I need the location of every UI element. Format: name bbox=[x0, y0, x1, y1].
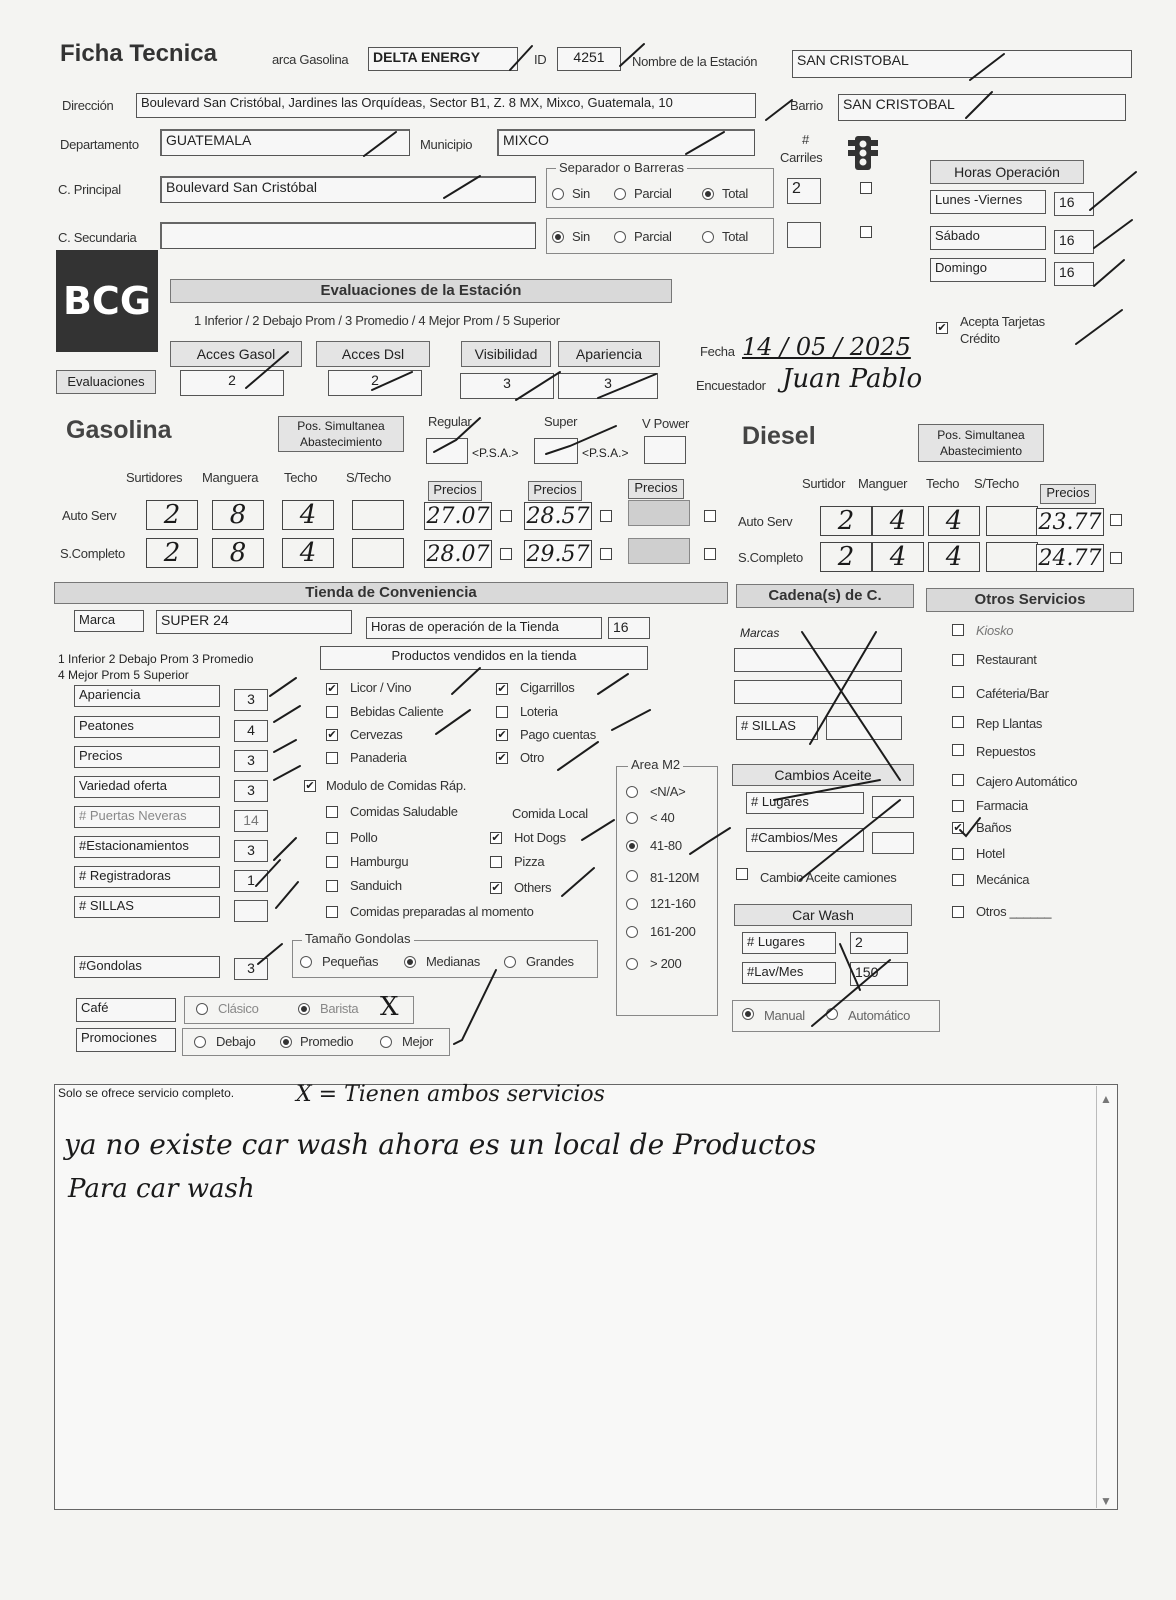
food-saludable-label: Comidas Saludable bbox=[350, 804, 458, 819]
gas-completo-label: S.Completo bbox=[60, 546, 125, 561]
otros-hotel-label: Hotel bbox=[976, 846, 1005, 861]
productos-title: Productos vendidos en la tienda bbox=[320, 646, 648, 670]
carriles-hash: # bbox=[802, 132, 809, 147]
area-na-label: <N/A> bbox=[650, 784, 686, 799]
diesel-auto-surtidor[interactable]: 2 bbox=[820, 506, 872, 536]
diesel-title: Diesel bbox=[742, 422, 816, 450]
food-pollo-label: Pollo bbox=[350, 830, 378, 845]
estacion-field[interactable]: SAN CRISTOBAL bbox=[792, 50, 1132, 78]
cafe-barista-label: Barista bbox=[320, 1001, 359, 1016]
encuestador-label: Encuestador bbox=[696, 378, 766, 393]
marca-field[interactable]: DELTA ENERGY bbox=[368, 47, 518, 71]
prod-otro-checkbox[interactable]: ✔ bbox=[497, 752, 507, 764]
metric-variedad-label: Variedad oferta bbox=[74, 776, 220, 798]
gas-auto-surtidores[interactable]: 2 bbox=[146, 500, 198, 530]
separador-label: Separador o Barreras bbox=[556, 160, 687, 175]
cadena-marca-1[interactable] bbox=[734, 648, 902, 672]
diesel-completo-techo[interactable]: 4 bbox=[928, 542, 980, 572]
cambios-aceite-title: Cambios Aceite bbox=[732, 764, 914, 786]
camiones-checkbox[interactable] bbox=[736, 868, 748, 880]
notes-hand-line-3: Para car wash bbox=[68, 1174, 255, 1204]
area-na-radio[interactable] bbox=[626, 786, 638, 798]
gondola-pequenas-radio[interactable] bbox=[300, 956, 312, 968]
diesel-auto-manguer[interactable]: 4 bbox=[872, 506, 924, 536]
otros-otros-label: Otros ______ bbox=[976, 904, 1052, 919]
encuestador-value[interactable]: Juan Pablo bbox=[782, 364, 923, 394]
metric-gondolas-label: #Gondolas bbox=[74, 956, 220, 978]
barrio-label: Barrio bbox=[790, 98, 823, 113]
carwash-lav-field[interactable]: 150 bbox=[850, 962, 908, 986]
metric-precios-value[interactable]: 3 bbox=[234, 750, 268, 772]
comida-local-label: Comida Local bbox=[512, 806, 588, 821]
area-gt200-radio[interactable] bbox=[626, 958, 638, 970]
area-121-160-radio[interactable] bbox=[626, 898, 638, 910]
id-field[interactable]: 4251 bbox=[557, 47, 621, 71]
metric-gondolas-value[interactable]: 3 bbox=[234, 958, 268, 980]
diesel-precios-label: Precios bbox=[1040, 484, 1096, 504]
tarjetas-label-2: Crédito bbox=[960, 331, 1000, 346]
col-surtidores: Surtidores bbox=[126, 470, 183, 485]
carriles-1-field[interactable]: 2 bbox=[787, 178, 821, 204]
otros-farmacia-label: Farmacia bbox=[976, 798, 1028, 813]
gas-auto-super-checkbox[interactable] bbox=[600, 510, 612, 522]
food-hotdogs-label: Hot Dogs bbox=[514, 830, 566, 845]
metric-estacionamientos-value[interactable]: 3 bbox=[234, 840, 268, 862]
otros-title: Otros Servicios bbox=[926, 588, 1134, 612]
otros-cafeteria-label: Caféteria/Bar bbox=[976, 686, 1049, 701]
precios-vpower-label: Precios bbox=[628, 479, 684, 499]
promo-mejor-label: Mejor bbox=[402, 1034, 434, 1049]
camiones-label: Cambio Aceite camiones bbox=[760, 870, 897, 885]
gasolina-pos-sim bbox=[278, 416, 404, 452]
municipio-label: Municipio bbox=[420, 137, 473, 152]
gas-auto-label: Auto Serv bbox=[62, 508, 117, 523]
gas-completo-precio-regular[interactable]: 28.07 bbox=[424, 540, 492, 568]
diesel-pos-sim bbox=[918, 424, 1044, 462]
tarjetas-checkbox[interactable]: ✔ bbox=[937, 322, 947, 334]
otros-repuestos-label: Repuestos bbox=[976, 744, 1036, 759]
scroll-up-icon[interactable]: ▲ bbox=[1100, 1092, 1112, 1106]
gas-completo-techo[interactable]: 4 bbox=[282, 538, 334, 568]
domingo-label: Domingo bbox=[930, 258, 1046, 282]
prod-cigarrillos-checkbox[interactable]: ✔ bbox=[497, 683, 507, 695]
eval-acces-dsl-label: Acces Dsl bbox=[316, 341, 430, 367]
departamento-label: Departamento bbox=[60, 137, 139, 152]
diesel-pos-sim-1: Pos. Simultanea bbox=[937, 428, 1025, 442]
sep1-total-label: Total bbox=[722, 186, 748, 201]
lunes-field[interactable]: 16 bbox=[1054, 192, 1094, 216]
c-principal-field[interactable]: Boulevard San Cristóbal bbox=[160, 176, 536, 203]
metric-puertas-label: # Puertas Neveras bbox=[74, 806, 220, 828]
sep1-total-radio[interactable] bbox=[702, 188, 714, 200]
cafe-clasico-label: Clásico bbox=[218, 1001, 259, 1016]
metric-sillas-label: # SILLAS bbox=[74, 896, 220, 918]
diesel-auto-techo[interactable]: 4 bbox=[928, 506, 980, 536]
c-principal-label: C. Principal bbox=[58, 182, 121, 197]
cambios-lugares-label: # Lugares bbox=[746, 792, 864, 814]
gas-auto-stecho[interactable] bbox=[352, 500, 404, 530]
metric-sillas-value[interactable] bbox=[234, 900, 268, 922]
otros-mecanica-checkbox[interactable] bbox=[952, 874, 964, 886]
metric-peatones-value[interactable]: 4 bbox=[234, 720, 268, 742]
promo-promedio-label: Promedio bbox=[300, 1034, 354, 1049]
gas-completo-stecho[interactable] bbox=[352, 538, 404, 568]
metric-registradoras-label: # Registradoras bbox=[74, 866, 220, 888]
gas-auto-precio-vpower[interactable] bbox=[628, 500, 690, 526]
otros-farmacia-checkbox[interactable] bbox=[952, 800, 964, 812]
area-161-200-label: 161-200 bbox=[650, 924, 696, 939]
eval-apariencia-label: Apariencia bbox=[558, 341, 660, 367]
prod-bebidas-label: Bebidas Caliente bbox=[350, 704, 444, 719]
area-41-80-radio[interactable] bbox=[626, 840, 638, 852]
evaluaciones-title: Evaluaciones de la Estación bbox=[170, 279, 672, 303]
gas-completo-super-checkbox[interactable] bbox=[600, 548, 612, 560]
prod-licor-label: Licor / Vino bbox=[350, 680, 412, 695]
area-lt40-label: < 40 bbox=[650, 810, 675, 825]
notes-typed-text: Solo se ofrece servicio completo. bbox=[58, 1086, 235, 1100]
cafe-clasico-radio[interactable] bbox=[196, 1003, 208, 1015]
vpower-label: V Power bbox=[642, 416, 690, 431]
metric-precios-label: Precios bbox=[74, 746, 220, 768]
area-41-80-label: 41-80 bbox=[650, 838, 682, 853]
food-sanduich-checkbox[interactable] bbox=[326, 880, 338, 892]
precios-super-label: Precios bbox=[528, 481, 582, 501]
departamento-field[interactable]: GUATEMALA bbox=[160, 129, 410, 156]
tienda-scale-1: 1 Inferior 2 Debajo Prom 3 Promedio bbox=[58, 652, 254, 666]
barrio-field[interactable]: SAN CRISTOBAL bbox=[838, 94, 1126, 121]
food-preparadas-label: Comidas preparadas al momento bbox=[350, 904, 534, 919]
carriles-2-checkbox[interactable] bbox=[860, 226, 872, 238]
eval-acces-gasol-label: Acces Gasol bbox=[170, 341, 302, 367]
diesel-completo-manguer[interactable]: 4 bbox=[872, 542, 924, 572]
gas-completo-regular-checkbox[interactable] bbox=[500, 548, 512, 560]
food-others-label: Others bbox=[514, 880, 552, 895]
carriles-2-field[interactable] bbox=[787, 222, 821, 248]
cambios-lugares-field[interactable] bbox=[872, 796, 914, 818]
carwash-title: Car Wash bbox=[734, 904, 912, 926]
area-group bbox=[616, 766, 718, 1016]
diesel-completo-precio[interactable]: 24.77 bbox=[1036, 544, 1104, 572]
metric-apariencia-label: Apariencia bbox=[74, 685, 220, 707]
marca-label: arca Gasolina bbox=[272, 52, 349, 67]
prod-cervezas-label: Cervezas bbox=[350, 727, 403, 742]
carwash-lugares-label: # Lugares bbox=[742, 932, 836, 954]
regular-label: Regular bbox=[428, 414, 472, 429]
otros-mecanica-label: Mecánica bbox=[976, 872, 1030, 887]
regular-psa-box[interactable] bbox=[426, 438, 468, 464]
col-stecho: S/Techo bbox=[346, 470, 391, 485]
promo-mejor-radio[interactable] bbox=[380, 1036, 392, 1048]
cambios-mes-label: #Cambios/Mes bbox=[746, 828, 864, 852]
diesel-completo-label: S.Completo bbox=[738, 550, 803, 565]
gas-auto-regular-checkbox[interactable] bbox=[500, 510, 512, 522]
gasolina-title: Gasolina bbox=[66, 416, 172, 444]
gondola-pequenas-label: Pequeñas bbox=[322, 954, 379, 969]
gas-completo-manguera[interactable]: 8 bbox=[212, 538, 264, 568]
diesel-completo-checkbox[interactable] bbox=[1110, 552, 1122, 564]
diesel-auto-checkbox[interactable] bbox=[1110, 514, 1122, 526]
scroll-down-icon[interactable]: ▼ bbox=[1100, 1494, 1112, 1508]
tienda-scale-2: 4 Mejor Prom 5 Superior bbox=[58, 668, 189, 682]
eval-acces-dsl-value[interactable]: 2 bbox=[328, 370, 422, 396]
gondolas-title: Tamaño Gondolas bbox=[302, 931, 414, 946]
diesel-auto-precio[interactable]: 23.77 bbox=[1036, 508, 1104, 536]
notes-scrollbar[interactable] bbox=[1096, 1086, 1117, 1508]
super-psa-box[interactable] bbox=[534, 438, 578, 464]
gas-completo-precio-vpower[interactable] bbox=[628, 538, 690, 564]
carriles-1-checkbox[interactable] bbox=[860, 182, 872, 194]
diesel-completo-stecho[interactable] bbox=[986, 542, 1038, 572]
sep1-parcial-label: Parcial bbox=[634, 186, 672, 201]
otros-cajero-label: Cajero Automático bbox=[976, 774, 1078, 789]
area-161-200-radio[interactable] bbox=[626, 926, 638, 938]
area-81-120-label: 81-120M bbox=[650, 870, 700, 885]
promo-debajo-radio[interactable] bbox=[194, 1036, 206, 1048]
metric-peatones-label: Peatones bbox=[74, 716, 220, 738]
food-hotdogs-checkbox[interactable]: ✔ bbox=[491, 832, 501, 844]
area-81-120-radio[interactable] bbox=[626, 870, 638, 882]
food-pollo-checkbox[interactable] bbox=[326, 832, 338, 844]
otros-llantas-label: Rep Llantas bbox=[976, 716, 1043, 731]
carwash-auto-label: Automático bbox=[848, 1008, 911, 1023]
sep2-total-label: Total bbox=[722, 229, 748, 244]
eval-acces-gasol-value[interactable]: 2 bbox=[180, 370, 284, 396]
metric-variedad-value[interactable]: 3 bbox=[234, 780, 268, 802]
diesel-completo-surtidor[interactable]: 2 bbox=[820, 542, 872, 572]
prod-pago-checkbox[interactable]: ✔ bbox=[497, 729, 507, 741]
gas-completo-surtidores[interactable]: 2 bbox=[146, 538, 198, 568]
prod-pago-label: Pago cuentas bbox=[520, 727, 596, 742]
metric-estacionamientos-label: #Estacionamientos bbox=[74, 836, 220, 858]
carwash-manual-label: Manual bbox=[764, 1008, 805, 1023]
otros-kiosko-label: Kiosko bbox=[976, 623, 1014, 638]
diesel-col-techo: Techo bbox=[926, 476, 960, 491]
sep1-parcial-radio[interactable] bbox=[614, 188, 626, 200]
prod-cigarrillos-label: Cigarrillos bbox=[520, 680, 575, 695]
diesel-auto-label: Auto Serv bbox=[738, 514, 793, 529]
food-hamburgu-checkbox[interactable] bbox=[326, 856, 338, 868]
modulo-checkbox[interactable]: ✔ bbox=[305, 780, 315, 792]
otros-cajero-checkbox[interactable] bbox=[952, 774, 964, 786]
tienda-marca-field[interactable]: SUPER 24 bbox=[156, 610, 352, 634]
sep2-parcial-radio[interactable] bbox=[614, 231, 626, 243]
gas-auto-manguera[interactable]: 8 bbox=[212, 500, 264, 530]
gas-completo-vpower-checkbox[interactable] bbox=[704, 548, 716, 560]
tienda-horas-label: Horas de operación de la Tienda bbox=[366, 617, 602, 639]
notes-hand-line-1: X = Tienen ambos servicios bbox=[296, 1082, 605, 1107]
otros-restaurant-label: Restaurant bbox=[976, 652, 1037, 667]
gas-auto-precio-regular[interactable]: 27.07 bbox=[424, 502, 492, 530]
gondola-medianas-radio[interactable] bbox=[404, 956, 416, 968]
carriles-label: Carriles bbox=[780, 150, 823, 165]
metric-puertas-value[interactable]: 14 bbox=[234, 810, 268, 832]
cadena-sillas-label: # SILLAS bbox=[736, 716, 818, 740]
carwash-auto-radio[interactable] bbox=[826, 1008, 838, 1020]
otros-cafeteria-checkbox[interactable] bbox=[952, 686, 964, 698]
food-saludable-checkbox[interactable] bbox=[326, 806, 338, 818]
c-secundaria-label: C. Secundaria bbox=[58, 230, 137, 245]
gas-auto-precio-super[interactable]: 28.57 bbox=[524, 502, 592, 530]
prod-otro-label: Otro bbox=[520, 750, 545, 765]
gas-completo-precio-super[interactable]: 29.57 bbox=[524, 540, 592, 568]
estacion-label: Nombre de la Estación bbox=[632, 54, 758, 69]
gas-auto-techo[interactable]: 4 bbox=[282, 500, 334, 530]
super-label: Super bbox=[544, 414, 578, 429]
food-others-checkbox[interactable]: ✔ bbox=[491, 882, 501, 894]
area-lt40-radio[interactable] bbox=[626, 812, 638, 824]
promo-label: Promociones bbox=[76, 1028, 176, 1052]
diesel-col-manguer: Manguer bbox=[858, 476, 908, 491]
otros-repuestos-checkbox[interactable] bbox=[952, 744, 964, 756]
otros-hotel-checkbox[interactable] bbox=[952, 848, 964, 860]
sep1-sin-radio[interactable] bbox=[552, 188, 564, 200]
gondola-grandes-radio[interactable] bbox=[504, 956, 516, 968]
carwash-lugares-field[interactable]: 2 bbox=[850, 932, 908, 954]
food-hamburgu-label: Hamburgu bbox=[350, 854, 409, 869]
cambios-mes-field[interactable] bbox=[872, 832, 914, 854]
prod-loteria-label: Loteria bbox=[520, 704, 558, 719]
sabado-label: Sábado bbox=[930, 226, 1046, 250]
gasolina-pos-sim-1: Pos. Simultanea bbox=[297, 419, 385, 433]
sabado-field[interactable]: 16 bbox=[1054, 230, 1094, 254]
otros-restaurant-checkbox[interactable] bbox=[952, 654, 964, 666]
eval-visibilidad-value[interactable]: 3 bbox=[460, 373, 554, 399]
cafe-x-mark: X bbox=[380, 992, 399, 1022]
modulo-label: Modulo de Comidas Ráp. bbox=[326, 778, 467, 793]
eval-visibilidad-label: Visibilidad bbox=[461, 341, 551, 367]
municipio-field[interactable]: MIXCO bbox=[497, 129, 755, 156]
eval-row-label: Evaluaciones bbox=[56, 370, 156, 394]
id-label: ID bbox=[534, 52, 547, 67]
diesel-pos-sim-2: Abastecimiento bbox=[939, 444, 1023, 458]
sep2-parcial-label: Parcial bbox=[634, 229, 672, 244]
otros-otros-checkbox[interactable] bbox=[952, 906, 964, 918]
otros-llantas-checkbox[interactable] bbox=[952, 716, 964, 728]
tienda-marca-label: Marca bbox=[74, 610, 144, 632]
carwash-manual-radio[interactable] bbox=[742, 1008, 754, 1020]
regular-psa-label: <P.S.A.> bbox=[472, 446, 519, 460]
tienda-title: Tienda de Conveniencia bbox=[54, 582, 728, 604]
prod-panaderia-label: Panaderia bbox=[350, 750, 407, 765]
otros-banos-checkbox[interactable]: ✔ bbox=[953, 822, 963, 834]
cadena-marcas-label: Marcas bbox=[740, 626, 780, 640]
area-121-160-label: 121-160 bbox=[650, 896, 696, 911]
cadena-marca-2[interactable] bbox=[734, 680, 902, 704]
super-psa-label: <P.S.A.> bbox=[582, 446, 629, 460]
vpower-psa-box[interactable] bbox=[644, 436, 686, 464]
gondola-medianas-label: Medianas bbox=[426, 954, 480, 969]
c-secundaria-field[interactable] bbox=[160, 222, 536, 249]
prod-cervezas-checkbox[interactable]: ✔ bbox=[327, 729, 337, 741]
prod-bebidas-checkbox[interactable] bbox=[326, 706, 338, 718]
precios-regular-label: Precios bbox=[428, 481, 482, 501]
area-gt200-label: > 200 bbox=[650, 956, 682, 971]
sep2-sin-label: Sin bbox=[572, 229, 590, 244]
form-title: Ficha Tecnica bbox=[60, 40, 217, 67]
promo-debajo-label: Debajo bbox=[216, 1034, 256, 1049]
horas-operacion-button[interactable]: Horas Operación bbox=[930, 160, 1084, 184]
eval-apariencia-value[interactable]: 3 bbox=[558, 373, 658, 399]
direccion-label: Dirección bbox=[62, 98, 114, 113]
prod-licor-checkbox[interactable]: ✔ bbox=[327, 683, 337, 695]
metric-apariencia-value[interactable]: 3 bbox=[234, 689, 268, 711]
col-manguera: Manguera bbox=[202, 470, 259, 485]
lunes-label: Lunes -Viernes bbox=[930, 190, 1046, 214]
cafe-label: Café bbox=[76, 998, 176, 1022]
tienda-horas-field[interactable]: 16 bbox=[608, 617, 650, 639]
diesel-auto-stecho[interactable] bbox=[986, 506, 1038, 536]
traffic-light-icon bbox=[846, 134, 880, 174]
otros-banos-label: Baños bbox=[976, 820, 1012, 835]
gas-auto-vpower-checkbox[interactable] bbox=[704, 510, 716, 522]
food-preparadas-checkbox[interactable] bbox=[326, 906, 338, 918]
diesel-col-stecho: S/Techo bbox=[974, 476, 1019, 491]
cadena-title: Cadena(s) de C. bbox=[736, 584, 914, 608]
notes-hand-line-2: ya no existe car wash ahora es un local de Productos bbox=[64, 1128, 817, 1161]
food-sanduich-label: Sanduich bbox=[350, 878, 402, 893]
gasolina-pos-sim-2: Abastecimiento bbox=[299, 435, 383, 449]
prod-loteria-checkbox[interactable] bbox=[496, 706, 508, 718]
sep2-total-radio[interactable] bbox=[702, 231, 714, 243]
col-techo: Techo bbox=[284, 470, 318, 485]
fecha-label: Fecha bbox=[700, 344, 735, 359]
food-pizza-checkbox[interactable] bbox=[490, 856, 502, 868]
otros-kiosko-checkbox[interactable] bbox=[952, 624, 964, 636]
prod-panaderia-checkbox[interactable] bbox=[326, 752, 338, 764]
fecha-value[interactable]: 14 / 05 / 2025 bbox=[742, 333, 911, 361]
carwash-lav-label: #Lav/Mes bbox=[742, 962, 836, 984]
food-pizza-label: Pizza bbox=[514, 854, 545, 869]
evaluaciones-scale: 1 Inferior / 2 Debajo Prom / 3 Promedio / 4 Mejor Prom / 5 Superior bbox=[194, 313, 560, 328]
sep1-sin-label: Sin bbox=[572, 186, 590, 201]
sep2-sin-radio[interactable] bbox=[552, 231, 564, 243]
direccion-field[interactable]: Boulevard San Cristóbal, Jardines las Orquídeas, Sector B1, Z. 8 MX, Mixco, Guatemala, 10 bbox=[136, 93, 756, 118]
area-title: Area M2 bbox=[628, 757, 683, 772]
metric-registradoras-value[interactable]: 1 bbox=[234, 870, 268, 892]
gondola-grandes-label: Grandes bbox=[526, 954, 574, 969]
cafe-barista-radio[interactable] bbox=[298, 1003, 310, 1015]
promo-promedio-radio[interactable] bbox=[280, 1036, 292, 1048]
tarjetas-label-1: Acepta Tarjetas bbox=[960, 314, 1045, 329]
cadena-sillas-field[interactable] bbox=[826, 716, 902, 740]
domingo-field[interactable]: 16 bbox=[1054, 262, 1094, 286]
diesel-col-surtidor: Surtidor bbox=[802, 476, 846, 491]
bcg-logo: BCG bbox=[56, 250, 158, 352]
